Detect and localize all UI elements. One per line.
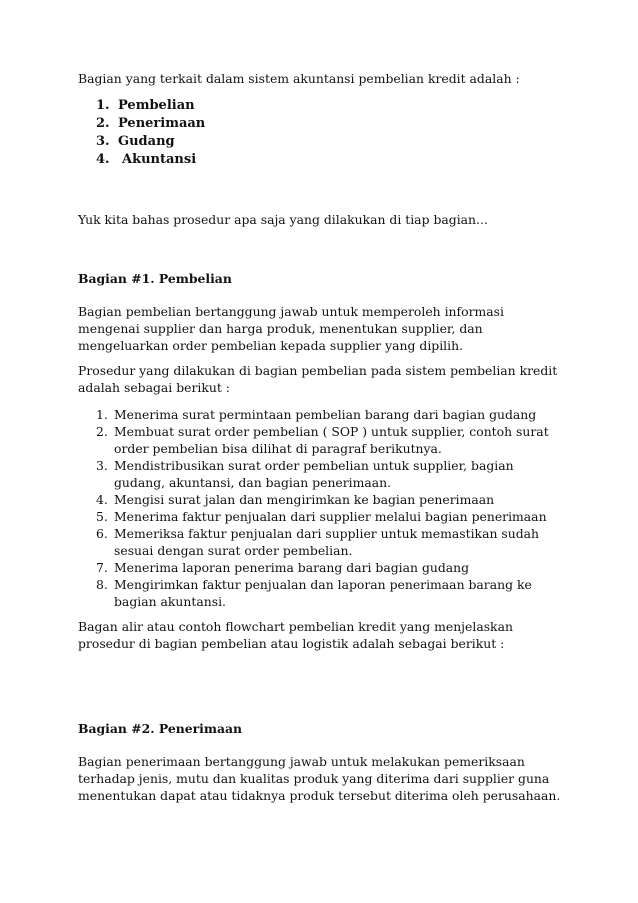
procedure-item: 4. Mengisi surat jalan dan mengirimkan ke bagian penerimaan: [96, 492, 495, 507]
procedure-item: 5. Menerima faktur penjualan dari supplier melalui bagian penerimaan: [96, 509, 547, 524]
flowchart-text: Bagan alir atau contoh flowchart pembelian kredit yang menjelaskan prosedur di bagian pembelian atau logistik adalah sebagai berikut :: [78, 619, 513, 651]
section1-heading: Bagian #1. Pembelian: [78, 271, 232, 286]
section2-description: Bagian penerimaan bertanggung jawab untuk melakukan pemeriksaan terhadap jenis, mutu dan kualitas produk yang diterima dari supplier guna menentukan dapat atau tidaknya produk tersebut diterima oleh perusahaan.: [78, 754, 561, 803]
procedure-list: [96, 406, 566, 610]
department-list: [96, 97, 566, 169]
document-content: [78, 70, 566, 804]
section1-description: Bagian pembelian bertanggung jawab untuk memperoleh informasi mengenai supplier dan harga produk, menentukan supplier, dan mengeluarkan order pembelian kepada supplier yang dipilih.: [78, 304, 504, 353]
procedure-item: 2. Membuat surat order pembelian ( SOP ) untuk supplier, contoh surat order pembelian bisa dilihat di paragraf berikutnya.: [96, 424, 549, 456]
section1-procedure-intro: Prosedur yang dilakukan di bagian pembelian pada sistem pembelian kredit adalah sebagai berikut :: [78, 363, 558, 395]
department-item: 2. Penerimaan: [96, 116, 206, 131]
procedure-item: 6. Memeriksa faktur penjualan dari supplier untuk memastikan sudah sesuai dengan surat order pembelian.: [96, 526, 540, 558]
department-item: 1. Pembelian: [96, 98, 195, 113]
intro-text: Bagian yang terkait dalam sistem akuntansi pembelian kredit adalah :: [78, 71, 520, 86]
procedure-item: 8. Mengirimkan faktur penjualan dan laporan penerimaan barang ke bagian akuntansi.: [96, 577, 532, 609]
procedure-item: 1. Menerima surat permintaan pembelian barang dari bagian gudang: [96, 407, 537, 422]
department-item: 3. Gudang: [96, 134, 175, 149]
procedure-item: 3. Mendistribusikan surat order pembelian untuk supplier, bagian gudang, akuntansi, dan bagian penerimaan.: [96, 458, 514, 490]
discussion-text: Yuk kita bahas prosedur apa saja yang dilakukan di tiap bagian...: [78, 212, 488, 227]
department-item: 4. Akuntansi: [96, 152, 197, 167]
section2-heading: Bagian #2. Penerimaan: [78, 721, 243, 736]
procedure-item: 7. Menerima laporan penerima barang dari bagian gudang: [96, 560, 470, 575]
